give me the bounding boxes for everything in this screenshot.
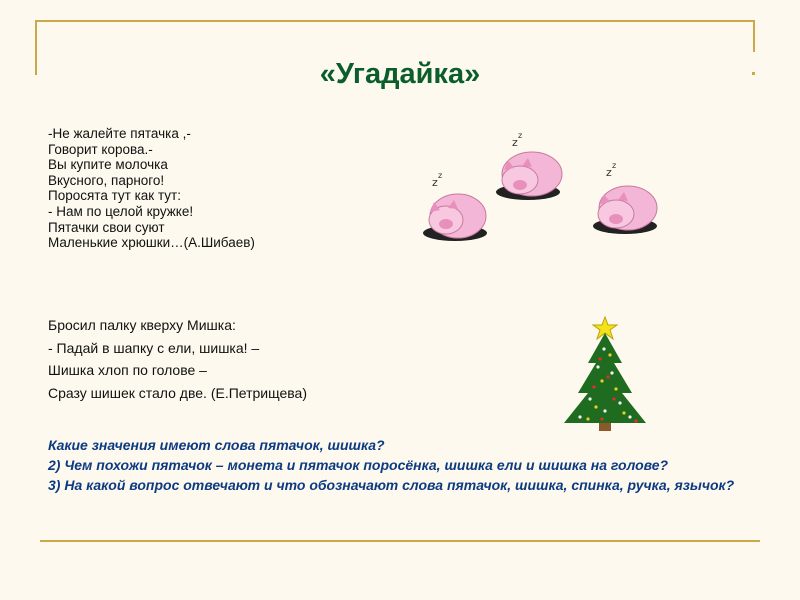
question-item: 2) Чем похожи пятачок – монета и пятачок поросёнка, шишка ели и шишка на голове?: [48, 457, 669, 473]
question-item: Какие значения имеют слова пятачок, шишка?: [48, 437, 385, 453]
question-item: 3) На какой вопрос отвечают и что обозначают слова пятачок, шишка, спинка, ручка, язычок?: [48, 477, 735, 493]
sleeping-pigs-icon: [410, 128, 670, 246]
poem-line: Маленькие хрюшки…(А.Шибаев): [48, 235, 255, 251]
svg-text:z: z: [438, 171, 443, 180]
poem-line: Вкусного, парного!: [48, 172, 165, 188]
frame-top-line: [35, 20, 755, 22]
poem-line: - Нам по целой кружке!: [48, 203, 194, 219]
poem-line: Сразу шишек стало две. (Е.Петрищева): [48, 384, 307, 401]
poem-shibaev: [48, 126, 255, 251]
svg-text:z: z: [432, 176, 438, 189]
poem-line: Вы купите молочка: [48, 157, 168, 173]
poem-line: Говорит корова.-: [48, 141, 153, 157]
svg-text:z: z: [606, 166, 612, 179]
poem-line: -Не жалейте пятачка ,-: [48, 126, 191, 141]
poem-line: Поросята тут как тут:: [48, 188, 181, 204]
pig-left-icon: [423, 171, 487, 241]
poem-line: Бросил палку кверху Мишка:: [48, 317, 236, 333]
christmas-tree-icon: [560, 315, 650, 433]
pig-middle-icon: [496, 131, 562, 200]
svg-text:z: z: [612, 161, 617, 170]
svg-text:z: z: [518, 131, 523, 140]
poem-line: - Падай в шапку с ели, шишка! –: [48, 339, 260, 356]
poem-line: Шишка хлоп по голове –: [48, 362, 207, 378]
pig-right-icon: [593, 161, 657, 234]
slide-title: «Угадайка»: [319, 58, 481, 90]
frame-right-line: [753, 20, 755, 52]
poem-line: Пятачки свои суют: [48, 219, 165, 235]
poem-petrishcheva: [48, 314, 307, 404]
frame-bottom-line: [40, 540, 760, 542]
svg-text:z: z: [512, 136, 518, 149]
questions-block: [48, 437, 748, 497]
